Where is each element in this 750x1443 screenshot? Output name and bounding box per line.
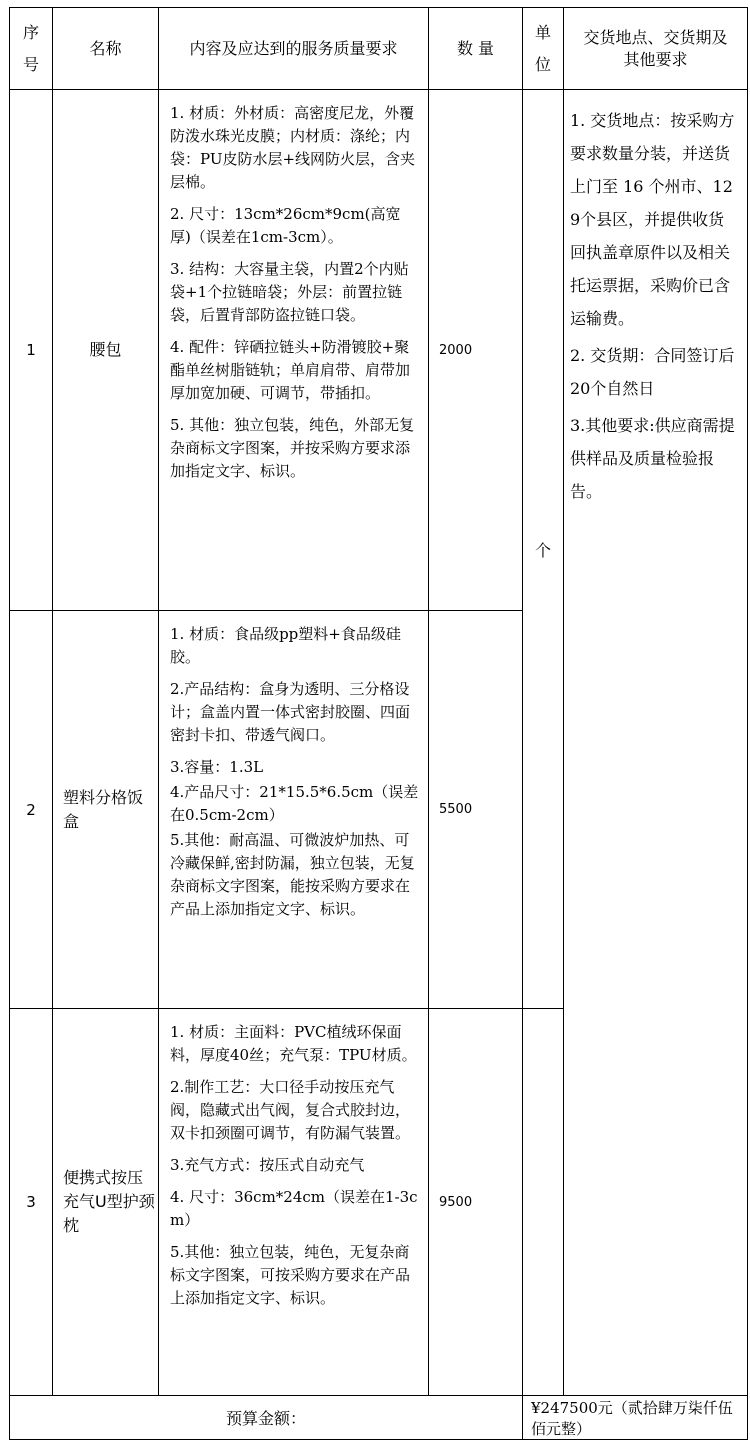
row-content xyxy=(159,90,429,611)
header-seq-line1: 序 xyxy=(22,22,39,42)
header-delivery-line1: 交货地点、交货期及 xyxy=(583,27,728,47)
content-item: 2. 尺寸：13cm*26cm*9cm(高宽厚)（误差在1cm-3cm）。 xyxy=(170,205,401,246)
row-quantity: 5500 xyxy=(429,611,523,1009)
table-row xyxy=(10,90,748,611)
row-name: 塑料分格饭盒 xyxy=(53,611,159,1009)
row-content xyxy=(159,1009,429,1396)
row-seq: 2 xyxy=(10,611,53,1009)
content-item: 5.其他：独立包装，纯色，无复杂商标文字图案，可按采购方要求在产品上添加指定文字、标识。 xyxy=(170,1243,411,1307)
delivery-item: 2. 交货期：合同签订后20个自然日 xyxy=(570,346,735,398)
header-name: 名称 xyxy=(53,8,159,90)
content-item: 1. 材质：食品级pp塑料+食品级硅胶。 xyxy=(170,625,401,666)
delivery-requirements xyxy=(564,90,748,1396)
header-row xyxy=(10,8,748,90)
row-content xyxy=(159,611,429,1009)
content-item: 4. 配件：锌硒拉链头+防滑镀胶+聚酯单丝树脂链轨；单肩肩带、肩带加厚加宽加硬、可调节，带插扣。 xyxy=(170,338,411,402)
header-seq-line2: 号 xyxy=(22,54,39,74)
header-unit-line2: 位 xyxy=(534,54,551,74)
content-item: 2.产品结构：盒身为透明、三分格设计；盒盖内置一体式密封胶圈、四面密封卡扣、带透气阀口。 xyxy=(170,680,411,744)
budget-amount: ¥247500元（贰拾肆万柒仟伍佰元整） xyxy=(523,1396,748,1440)
row-name: 便携式按压充气U型护颈枕 xyxy=(53,1009,159,1396)
row-quantity: 9500 xyxy=(429,1009,523,1396)
header-delivery xyxy=(564,8,748,90)
header-unit xyxy=(523,8,564,90)
content-item: 1. 材质：主面料：PVC植绒环保面料，厚度40丝；充气泵：TPU材质。 xyxy=(170,1023,417,1064)
header-unit-line1: 单 xyxy=(534,22,551,42)
content-item: 3. 结构：大容量主袋，内置2个内贴袋+1个拉链暗袋；外层：前置拉链袋，后置背部防盗拉链口袋。 xyxy=(170,260,409,324)
content-item: 5. 其他：独立包装，纯色，外部无复杂商标文字图案，并按采购方要求添加指定文字、标识。 xyxy=(170,416,415,480)
delivery-item: 3.其他要求:供应商需提供样品及质量检验报告。 xyxy=(570,416,735,501)
header-quantity: 数 量 xyxy=(429,8,523,90)
content-item: 1. 材质：外材质：高密度尼龙，外覆防泼水珠光皮膜；内材质：涤纶；内袋：PU皮防水层+线网防火层，含夹层棉。 xyxy=(170,104,416,191)
content-item: 4. 尺寸：36cm*24cm（误差在1-3cm） xyxy=(170,1188,418,1229)
unit-cell-empty xyxy=(523,1009,564,1396)
header-seq xyxy=(10,8,53,90)
unit-cell: 个 xyxy=(523,90,564,1009)
row-quantity: 2000 xyxy=(429,90,523,611)
procurement-requirements-table xyxy=(9,7,748,1440)
row-seq: 1 xyxy=(10,90,53,611)
row-seq: 3 xyxy=(10,1009,53,1396)
delivery-item: 1. 交货地点：按采购方要求数量分装，并送货上门至 16 个州市、129个县区，并提供收货回执盖章原件以及相关托运票据，采购价已含运输费。 xyxy=(570,111,735,328)
row-name: 腰包 xyxy=(53,90,159,611)
budget-row xyxy=(10,1396,748,1440)
content-item: 5.其他：耐高温、可微波炉加热、可冷藏保鲜,密封防漏，独立包装，无复杂商标文字图案，能按采购方要求在产品上添加指定文字、标识。 xyxy=(170,831,415,918)
content-item: 3.容量：1.3L xyxy=(170,758,264,776)
content-item: 4.产品尺寸：21*15.5*6.5cm（误差在0.5cm-2cm） xyxy=(170,783,419,824)
content-item: 2.制作工艺：大口径手动按压充气阀，隐藏式出气阀，复合式胶封边，双卡扣颈圈可调节，有防漏气装置。 xyxy=(170,1078,411,1142)
budget-label: 预算金额： xyxy=(10,1396,523,1440)
content-item: 3.充气方式：按压式自动充气 xyxy=(170,1156,365,1174)
header-content: 内容及应达到的服务质量要求 xyxy=(159,8,429,90)
header-delivery-line2: 其他要求 xyxy=(623,49,688,69)
